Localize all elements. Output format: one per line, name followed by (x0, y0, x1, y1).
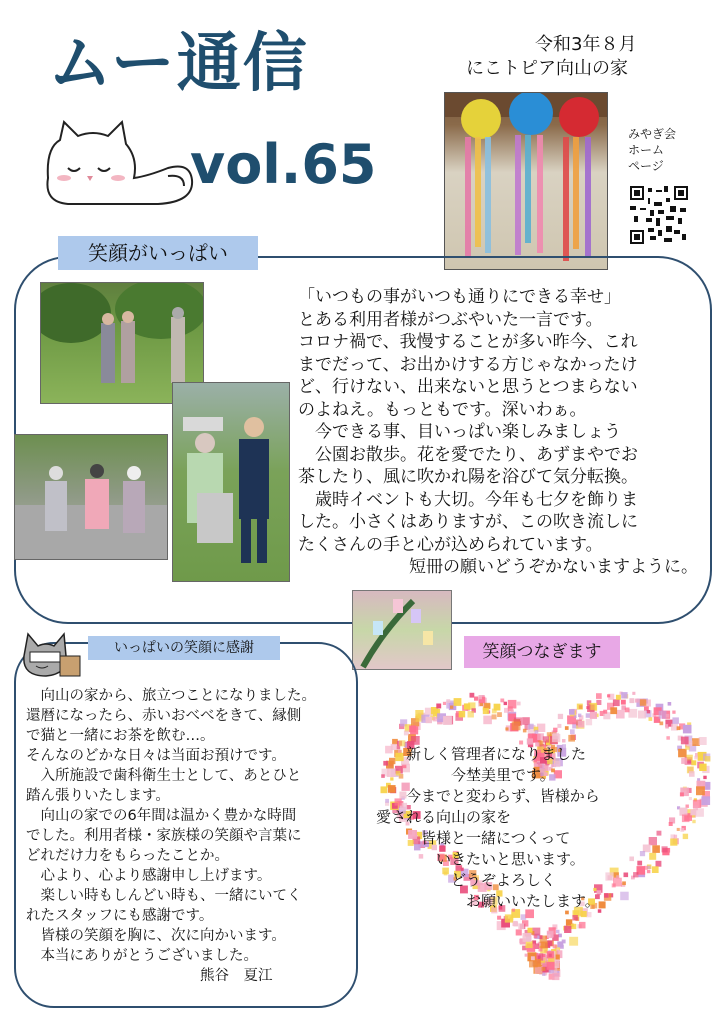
confetti-square (689, 797, 692, 800)
volume-number: vol.65 (190, 133, 377, 196)
confetti-square (692, 738, 700, 746)
confetti-square (678, 749, 687, 758)
confetti-square (679, 808, 687, 816)
confetti-square (692, 820, 695, 823)
confetti-square (517, 702, 521, 706)
confetti-square (541, 941, 548, 948)
confetti-square (668, 702, 672, 706)
confetti-square (564, 926, 571, 933)
confetti-square (446, 699, 450, 703)
confetti-square (543, 736, 549, 742)
confetti-square (579, 922, 586, 929)
section1-heading: 笑顔がいっぱい (58, 236, 258, 270)
confetti-square (659, 711, 667, 719)
confetti-square (681, 758, 687, 764)
confetti-square (443, 716, 452, 725)
confetti-square (505, 727, 508, 730)
confetti-square (640, 699, 647, 706)
confetti-square (552, 973, 559, 980)
confetti-square (553, 728, 557, 732)
confetti-square (514, 922, 519, 927)
confetti-square (621, 700, 626, 705)
confetti-square (621, 692, 627, 698)
confetti-square (677, 726, 681, 730)
confetti-square (686, 805, 689, 808)
confetti-square (613, 699, 620, 706)
confetti-square (647, 710, 650, 713)
confetti-square (409, 725, 416, 732)
confetti-square (628, 709, 637, 718)
confetti-square (579, 705, 583, 709)
confetti-square (542, 967, 546, 971)
tanabata-photo (444, 92, 608, 270)
confetti-square (553, 944, 557, 948)
confetti-square (535, 730, 539, 734)
confetti-square (483, 716, 492, 725)
section2-heading: いっぱいの笑顔に感謝 (88, 636, 280, 660)
confetti-square (525, 954, 528, 957)
confetti-square (547, 732, 551, 736)
confetti-square (680, 828, 684, 832)
confetti-square (666, 736, 670, 740)
confetti-square (531, 956, 535, 960)
confetti-square (690, 809, 696, 815)
confetti-square (433, 717, 438, 722)
confetti-square (547, 962, 555, 970)
confetti-square (468, 711, 474, 717)
confetti-square (625, 708, 630, 713)
newsletter-title: ムー通信 (48, 27, 309, 101)
confetti-square (511, 709, 514, 712)
confetti-square (680, 792, 684, 796)
confetti-square (518, 923, 524, 929)
confetti-square (666, 714, 670, 718)
confetti-square (512, 722, 521, 731)
section3-heading: 笑顔つなぎます (464, 636, 620, 668)
confetti-square (404, 731, 409, 736)
confetti-square (705, 756, 711, 762)
confetti-square (569, 937, 578, 946)
confetti-square (570, 729, 575, 734)
confetti-square (629, 698, 634, 703)
confetti-square (504, 702, 507, 705)
confetti-square (603, 710, 607, 714)
confetti-square (578, 714, 581, 717)
section1-body: 「いつもの事がいつも通りにできる幸せ」 とある利用者様がつぶやいた一言です。 コロナ禍で、我慢することが多い昨今、これ までだって、お出かけする方じゃなかったけ ど、行けない、出来ないと思うとつまらない のよねえ。もっともです。深いわぁ。 今できる事、目いっぱい楽しみましょう 公園お散歩。花を愛でたり、あずまやでお 茶したり、風に吹かれ陽を浴びて気分転換。 歳時イベントも大切。今年も七夕を飾りま した。小さくはありますが、この吹き流しに たくさんの手と心が込められています。 短冊の願いどうぞかないますように。 (298, 287, 698, 577)
confetti-square (665, 724, 668, 727)
confetti-square (497, 712, 502, 717)
confetti-square (562, 739, 566, 743)
confetti-square (590, 712, 597, 719)
facility-name: にこトピア向山の家 (466, 58, 628, 79)
confetti-square (672, 711, 675, 714)
confetti-square (610, 707, 617, 714)
confetti-square (677, 828, 680, 831)
street-walk-photo (14, 434, 168, 560)
confetti-square (542, 973, 545, 976)
confetti-square (533, 736, 538, 741)
confetti-square (574, 715, 577, 718)
confetti-square (426, 717, 432, 723)
confetti-square (523, 933, 532, 942)
confetti-square (572, 915, 578, 921)
section2-body: 向山の家から、旅立つことになりました。 還暦になったら、赤いおべべをきて、縁側 で猫と一緒にお茶を飲む…。 そんなのどかな日々は当面お預けです。 入所施設で歯科衛生士として、あとひと 踏ん張りいたします。 向山の家での6年間は温かく豊かな時間 でした。利用者様・家族様の笑顔や言葉に どれだけ力をもらったことか。 心より、心より感謝申し上げます。 楽しい時もしんどい時も、一緒にいてく れたスタッフにも感謝です。 皆様の笑顔を胸に、次に向かいます。 本当にありがとうございました。 熊谷 夏江 (26, 688, 316, 984)
confetti-square (586, 713, 591, 718)
confetti-square (616, 710, 625, 719)
confetti-square (569, 709, 575, 715)
confetti-square (558, 934, 562, 938)
confetti-square (459, 711, 466, 718)
confetti-square (557, 941, 563, 947)
issue-date: 令和3年８月 (535, 34, 637, 55)
confetti-square (516, 929, 522, 935)
confetti-square (558, 714, 563, 719)
confetti-square (672, 717, 679, 724)
confetti-square (635, 699, 639, 703)
confetti-square (701, 796, 710, 805)
section3-body: 新しく管理者になりました 今埜美里です。 今までと変わらず、皆様から 愛される向山の家を 皆様と一緒につくって いきたいと思います。 どうぞよろしく お願いいたします。 (376, 745, 600, 910)
confetti-square (699, 764, 706, 771)
walker-photo (172, 382, 290, 582)
confetti-square (528, 928, 533, 933)
confetti-square (523, 729, 527, 733)
confetti-square (694, 756, 698, 760)
confetti-square (689, 771, 695, 777)
confetti-square (450, 706, 453, 709)
confetti-square (474, 697, 478, 701)
qr-code[interactable] (630, 186, 688, 244)
confetti-square (547, 934, 550, 937)
confetti-square (492, 714, 497, 719)
confetti-square (549, 954, 552, 957)
confetti-square (681, 737, 689, 745)
confetti-square (703, 776, 706, 779)
confetti-square (632, 692, 635, 695)
confetti-square (528, 724, 533, 729)
confetti-square (522, 717, 530, 725)
confetti-square (443, 702, 446, 705)
confetti-square (699, 737, 707, 745)
confetti-square (497, 916, 501, 920)
confetti-square (505, 914, 513, 922)
confetti-square (492, 709, 497, 714)
confetti-square (586, 719, 592, 725)
confetti-square (478, 695, 482, 699)
confetti-square (649, 717, 653, 721)
confetti-square (683, 834, 688, 839)
confetti-square (596, 693, 602, 699)
confetti-square (571, 924, 576, 929)
confetti-square (682, 815, 690, 823)
confetti-square (616, 695, 621, 700)
cat-with-bag-illustration (16, 626, 86, 686)
confetti-square (464, 703, 470, 709)
confetti-square (436, 704, 441, 709)
confetti-square (638, 711, 646, 719)
sleeping-cat-illustration (38, 118, 198, 208)
confetti-square (590, 704, 596, 710)
homepage-label: みやぎ会 ホーム ページ (628, 127, 677, 173)
confetti-square (687, 760, 691, 764)
confetti-square (470, 693, 475, 698)
confetti-square (696, 786, 705, 795)
confetti-square (660, 722, 664, 726)
confetti-square (691, 760, 696, 765)
confetti-square (454, 698, 462, 706)
confetti-square (683, 725, 692, 734)
confetti-square (556, 930, 560, 934)
confetti-square (607, 694, 610, 697)
confetti-square (568, 735, 575, 742)
confetti-square (578, 721, 585, 728)
confetti-square (483, 708, 489, 714)
confetti-square (557, 724, 561, 728)
confetti-square (565, 726, 569, 730)
confetti-square (553, 733, 560, 740)
